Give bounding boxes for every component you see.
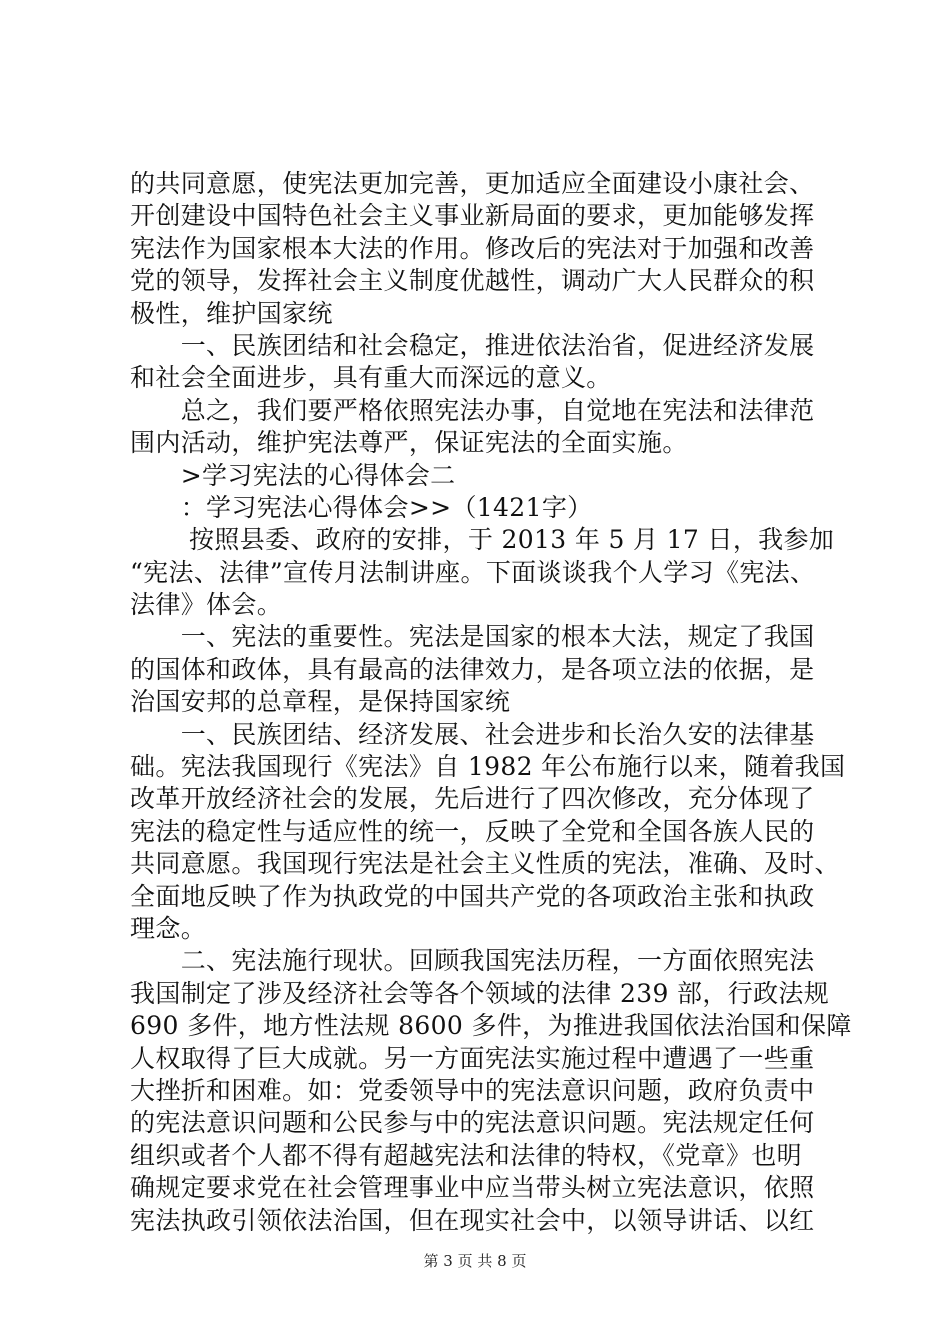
text-line: 理念。 [130, 913, 207, 943]
text-line: 确规定要求党在社会管理事业中应当带头树立宪法意识，依照 [130, 1173, 815, 1203]
text-line: 党的领导，发挥社会主义制度优越性，调动广大人民群众的积 [130, 266, 815, 296]
text-line: 改革开放经济社会的发展，先后进行了四次修改，充分体现了 [130, 784, 815, 814]
text-line: 宪法的稳定性与适应性的统一，反映了全党和全国各族人民的 [130, 816, 815, 846]
text-line: 总之，我们要严格依照宪法办事，自觉地在宪法和法律范 [130, 395, 815, 425]
text-line: 础。宪法我国现行《宪法》自 1982 年公布施行以来，随着我国 [130, 752, 846, 782]
text-line: 法律》体会。 [130, 590, 283, 620]
text-line: 一、宪法的重要性。宪法是国家的根本大法，规定了我国 [130, 622, 815, 652]
text-line: 和社会全面进步，具有重大而深远的意义。 [130, 363, 612, 393]
section-subheading: ：学习宪法心得体会>>（1421字） [130, 492, 593, 522]
text-line: 共同意愿。我国现行宪法是社会主义性质的宪法，准确、及时、 [130, 849, 840, 879]
text-line: 治国安邦的总章程，是保持国家统 [130, 687, 511, 717]
text-line: 的国体和政体，具有最高的法律效力，是各项立法的依据，是 [130, 654, 815, 684]
text-line: 一、民族团结和社会稳定，推进依法治省，促进经济发展 [130, 330, 815, 360]
text-line: 一、民族团结、经济发展、社会进步和长治久安的法律基 [130, 719, 815, 749]
text-line: 组织或者个人都不得有超越宪法和法律的特权，《党章》也明 [130, 1140, 802, 1170]
text-line: 大挫折和困难。如：党委领导中的宪法意识问题，政府负责中 [130, 1075, 815, 1105]
text-line: 的共同意愿，使宪法更加完善，更加适应全面建设小康社会、 [130, 169, 815, 198]
text-line: 二、宪法施行现状。回顾我国宪法历程，一方面依照宪法 [130, 946, 815, 976]
text-line: 我国制定了涉及经济社会等各个领域的法律 239 部，行政法规 [130, 978, 830, 1008]
text-line: 极性，维护国家统 [130, 298, 333, 328]
text-line: 的宪法意识问题和公民参与中的宪法意识问题。宪法规定任何 [130, 1108, 815, 1138]
text-line: “宪法、法律”宣传月法制讲座。下面谈谈我个人学习《宪法、 [130, 557, 816, 587]
text-line: 按照县委、政府的安排，于 2013 年 5 月 17 日，我参加 [130, 525, 835, 555]
text-line: 宪法作为国家根本大法的作用。修改后的宪法对于加强和改善 [130, 233, 815, 263]
text-line: 开创建设中国特色社会主义事业新局面的要求，更加能够发挥 [130, 201, 815, 231]
text-line: 全面地反映了作为执政党的中国共产党的各项政治主张和执政 [130, 881, 815, 911]
text-line: 人权取得了巨大成就。另一方面宪法实施过程中遭遇了一些重 [130, 1043, 815, 1073]
body-text [130, 168, 852, 1237]
text-line: 宪法执政引领依法治国，但在现实社会中，以领导讲话、以红 [130, 1205, 815, 1235]
section-heading: >学习宪法的心得体会二 [130, 460, 456, 490]
text-line: 围内活动，维护宪法尊严，保证宪法的全面实施。 [130, 428, 688, 458]
text-line: 690 多件，地方性法规 8600 多件，为推进我国依法治国和保障 [130, 1011, 852, 1041]
page-number-footer: 第 3 页 共 8 页 [423, 1252, 527, 1270]
